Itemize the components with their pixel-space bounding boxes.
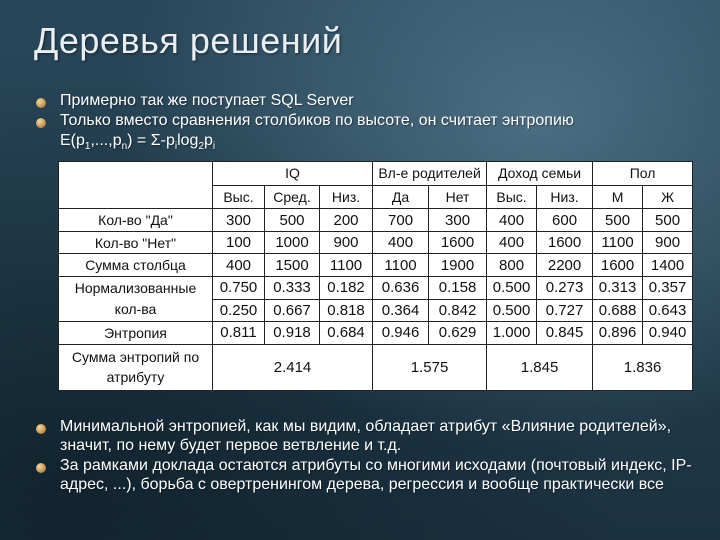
table-cell: 500 xyxy=(593,209,643,232)
table-cell: 0.629 xyxy=(429,322,487,345)
sub-header: Выс. xyxy=(213,185,265,209)
table-cell: 1.575 xyxy=(373,344,487,390)
table-cell: 0.667 xyxy=(265,299,320,322)
group-header: Пол xyxy=(593,162,693,186)
group-header: IQ xyxy=(213,162,373,186)
table-cell: 500 xyxy=(643,209,693,232)
bullet-icon xyxy=(36,98,46,108)
table-cell: 0.896 xyxy=(593,322,643,345)
bullet-icon xyxy=(36,424,46,434)
bullet-text: Примерно так же поступает SQL Server xyxy=(60,92,354,109)
table-cell: 0.845 xyxy=(537,322,593,345)
entropy-formula: $E(p_1,...,p_n) = \Sigma-p_i\log_2p_i$ xyxy=(60,132,216,153)
table-cell: 0.500 xyxy=(487,276,537,299)
table-cell: 1600 xyxy=(593,254,643,277)
table-cell: 1100 xyxy=(320,254,373,277)
table-cell: 0.333 xyxy=(265,276,320,299)
table-cell: 0.818 xyxy=(320,299,373,322)
table-cell: 0.940 xyxy=(643,322,693,345)
bullet-text: За рамками доклада остаются атрибуты со многими исходами (почтовый индекс, IP-адрес, ...), борьба с овертренингом дерева, регрессия и вообще практически все xyxy=(60,457,692,493)
sub-header: М xyxy=(593,185,643,209)
row-label: Сумма энтропий по атрибуту xyxy=(59,344,213,390)
sub-header: Низ. xyxy=(320,185,373,209)
row-label: Энтропия xyxy=(59,322,213,345)
bullet-text: Минимальной энтропией, как мы видим, обладает атрибут «Влияние родителей», значит, по нему будет первое ветвление и т.д. xyxy=(60,418,672,454)
bullet-icon xyxy=(36,463,46,473)
sub-header: Низ. xyxy=(537,185,593,209)
table-cell: 500 xyxy=(265,209,320,232)
table-cell: 900 xyxy=(643,231,693,254)
table-cell: 0.357 xyxy=(643,276,693,299)
corner-cell xyxy=(59,162,213,209)
table-cell: 0.250 xyxy=(213,299,265,322)
table-cell: 0.918 xyxy=(265,322,320,345)
row-label: Сумма столбца xyxy=(59,254,213,277)
table-cell: 400 xyxy=(487,231,537,254)
sub-header: Нет xyxy=(429,185,487,209)
table-cell: 300 xyxy=(429,209,487,232)
table-cell: 1100 xyxy=(373,254,429,277)
table-cell: 300 xyxy=(213,209,265,232)
group-header: Доход семьи xyxy=(487,162,593,186)
table-cell: 1.000 xyxy=(487,322,537,345)
sub-header: Выс. xyxy=(487,185,537,209)
table-cell: 0.727 xyxy=(537,299,593,322)
table-cell: 1900 xyxy=(429,254,487,277)
table-cell: 1100 xyxy=(593,231,643,254)
table-cell: 0.688 xyxy=(593,299,643,322)
sub-header: Ж xyxy=(643,185,693,209)
table-cell: 1600 xyxy=(537,231,593,254)
table-cell: 0.182 xyxy=(320,276,373,299)
table-cell: 0.842 xyxy=(429,299,487,322)
table-cell: 1600 xyxy=(429,231,487,254)
table-cell: 1.845 xyxy=(487,344,593,390)
slide-title: Деревья решений xyxy=(34,20,343,61)
table-cell: 0.273 xyxy=(537,276,593,299)
sub-header: Да xyxy=(373,185,429,209)
table-cell: 0.636 xyxy=(373,276,429,299)
table-cell: 0.750 xyxy=(213,276,265,299)
sub-header: Сред. xyxy=(265,185,320,209)
table-cell: 400 xyxy=(487,209,537,232)
table-cell: 700 xyxy=(373,209,429,232)
table-cell: 0.684 xyxy=(320,322,373,345)
group-header: Вл-е родителей xyxy=(373,162,487,186)
table-cell: 200 xyxy=(320,209,373,232)
table-cell: 2200 xyxy=(537,254,593,277)
bullet-icon xyxy=(36,118,46,128)
table-cell: 0.313 xyxy=(593,276,643,299)
table-cell: 900 xyxy=(320,231,373,254)
row-label: Кол-во "Да" xyxy=(59,209,213,232)
table-cell: 600 xyxy=(537,209,593,232)
table-cell: 100 xyxy=(213,231,265,254)
bullet-text: Только вместо сравнения столбиков по высоте, он считает энтропию xyxy=(60,112,574,129)
table-cell: 1.836 xyxy=(593,344,693,390)
row-label: Нормализованные кол-ва xyxy=(59,276,213,321)
table-cell: 0.364 xyxy=(373,299,429,322)
table-cell: 0.643 xyxy=(643,299,693,322)
table-cell: 0.946 xyxy=(373,322,429,345)
table-cell: 0.811 xyxy=(213,322,265,345)
table-cell: 400 xyxy=(213,254,265,277)
row-label: Кол-во "Нет" xyxy=(59,231,213,254)
table-cell: 400 xyxy=(373,231,429,254)
entropy-table xyxy=(58,161,692,391)
table-cell: 800 xyxy=(487,254,537,277)
table-cell: 2.414 xyxy=(213,344,373,390)
table-cell: 0.158 xyxy=(429,276,487,299)
table-cell: 0.500 xyxy=(487,299,537,322)
table-cell: 1000 xyxy=(265,231,320,254)
table-cell: 1400 xyxy=(643,254,693,277)
table-cell: 1500 xyxy=(265,254,320,277)
